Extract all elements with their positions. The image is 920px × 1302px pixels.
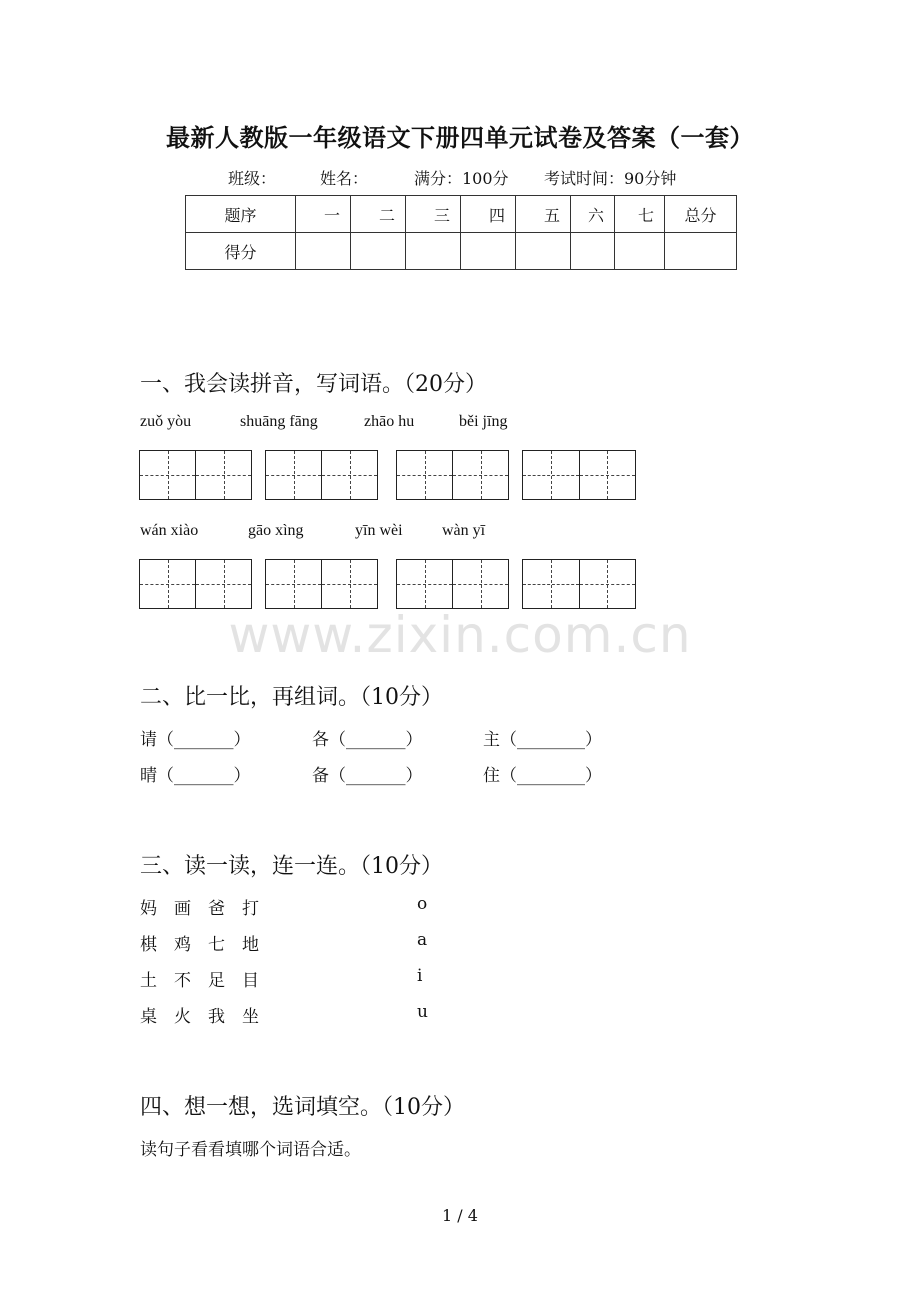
writing-grid[interactable] — [139, 559, 252, 609]
pinyin-label: wán xiào — [140, 522, 199, 539]
exam-info — [228, 166, 676, 189]
score-cell[interactable] — [406, 233, 461, 270]
writing-grid[interactable] — [139, 450, 252, 500]
writing-grid[interactable] — [522, 450, 636, 500]
class-label: 班级： — [228, 169, 277, 188]
section4-heading: 四、想一想，选词填空。（10分） — [140, 1095, 465, 1120]
pinyin-label: zhāo hu — [364, 413, 415, 430]
col-header-6: 六 — [571, 196, 615, 233]
char-group[interactable]: 棋 鸡 七 地 — [140, 935, 259, 955]
char-group[interactable]: 土 不 足 目 — [140, 971, 259, 991]
score-cell[interactable] — [665, 233, 737, 270]
score-cell[interactable] — [615, 233, 665, 270]
score-cell[interactable] — [351, 233, 406, 270]
score-table — [185, 195, 737, 270]
vowel-letter[interactable]: i — [417, 966, 423, 986]
writing-grid[interactable] — [522, 559, 636, 609]
score-cell[interactable] — [296, 233, 351, 270]
row-label-defen: 得分 — [186, 233, 296, 270]
col-header-7: 七 — [615, 196, 665, 233]
word-blank[interactable]: 住（________） — [483, 766, 602, 786]
word-blank[interactable]: 请（_______） — [140, 730, 251, 750]
section3-heading: 三、读一读，连一连。（10分） — [140, 854, 443, 879]
writing-grid[interactable] — [396, 450, 509, 500]
pinyin-label: zuǒ yòu — [140, 413, 192, 430]
pinyin-label: běi jīng — [459, 413, 508, 430]
col-header-2: 二 — [351, 196, 406, 233]
col-header-total: 总分 — [665, 196, 737, 233]
char-group[interactable]: 桌 火 我 坐 — [140, 1007, 259, 1027]
vowel-letter[interactable]: a — [417, 930, 428, 950]
writing-grid[interactable] — [265, 450, 378, 500]
score-table-header-row — [186, 196, 737, 233]
name-label: 姓名： — [320, 169, 369, 188]
exam-time: 考试时间：90分钟 — [544, 169, 677, 188]
pinyin-label: wàn yī — [442, 522, 486, 539]
vowel-letter[interactable]: u — [417, 1002, 428, 1022]
row-label-tixu: 题序 — [186, 196, 296, 233]
pinyin-label: yīn wèi — [355, 522, 403, 539]
col-header-3: 三 — [406, 196, 461, 233]
page-number: 1 / 4 — [442, 1206, 478, 1225]
word-blank[interactable]: 主（________） — [483, 730, 602, 750]
score-table-score-row — [186, 233, 737, 270]
char-group[interactable]: 妈 画 爸 打 — [140, 899, 259, 919]
col-header-4: 四 — [461, 196, 516, 233]
pinyin-label: gāo xìng — [248, 522, 304, 539]
col-header-1: 一 — [296, 196, 351, 233]
writing-grid[interactable] — [265, 559, 378, 609]
section1-heading: 一、我会读拼音，写词语。（20分） — [140, 372, 487, 397]
watermark: www.zixin.com.cn — [228, 606, 692, 664]
score-cell[interactable] — [516, 233, 571, 270]
col-header-5: 五 — [516, 196, 571, 233]
word-blank[interactable]: 备（_______） — [312, 766, 423, 786]
word-blank[interactable]: 各（_______） — [312, 730, 423, 750]
pinyin-label: shuāng fāng — [240, 413, 318, 430]
vowel-letter[interactable]: o — [417, 894, 428, 914]
section4-instruction: 读句子看看填哪个词语合适。 — [140, 1140, 361, 1160]
score-cell[interactable] — [571, 233, 615, 270]
word-blank[interactable]: 晴（_______） — [140, 766, 251, 786]
full-score: 满分：100分 — [414, 169, 509, 188]
score-cell[interactable] — [461, 233, 516, 270]
page-title: 最新人教版一年级语文下册四单元试卷及答案（一套） — [166, 123, 754, 152]
writing-grid[interactable] — [396, 559, 509, 609]
section2-heading: 二、比一比，再组词。（10分） — [140, 685, 443, 710]
